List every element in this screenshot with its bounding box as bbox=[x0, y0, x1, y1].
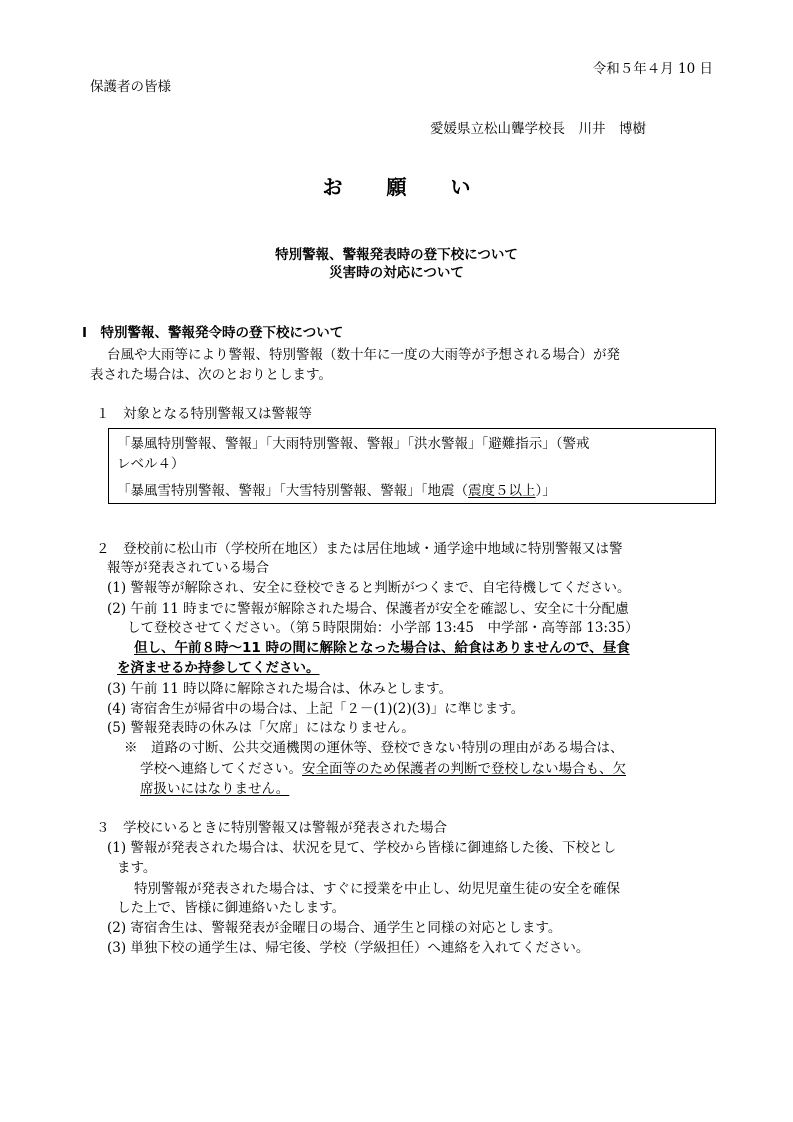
item-2-paragraph-3: (3) 午前 11 時以降に解除された場合は、休みとします。 bbox=[107, 681, 453, 697]
item-3-paragraph-1-line-3: 特別警報が発表された場合は、すぐに授業を中止し、幼児児童生徒の安全を確保 bbox=[134, 881, 620, 897]
sender: 愛媛県立松山聾学校長 川井 博樹 bbox=[430, 121, 646, 137]
lunch-notice-line-2: を済ませるか持参してください。 bbox=[117, 660, 320, 676]
lunch-notice-line-1: 但し、午前８時～11 時の間に解除となった場合は、給食はありませんので、昼食 bbox=[134, 640, 630, 656]
item-2-note-line-1: ※ 道路の寸断、公共交通機関の運休等、登校できない特別の理由がある場合は、 bbox=[124, 740, 624, 756]
item-2-paragraph-1: (1) 警報等が解除され、安全に登校できると判断がつくまで、自宅待機してください。 bbox=[107, 580, 631, 596]
item-2-heading-line-2: 報等が発表されている場合 bbox=[107, 560, 269, 576]
item-2-paragraph-2-line-2: して登校させてください。（第５時限開始：小学部 13:45 中学部・高等部 13:35） bbox=[127, 620, 639, 636]
subtitle-line-1: 特別警報、警報発表時の登下校について bbox=[275, 247, 518, 263]
item-3-paragraph-3: (3) 単独下校の通学生は、帰宅後、学校（学級担任）へ連絡を入れてください。 bbox=[107, 940, 590, 956]
warning-types-line-1: 「暴風特別警報、警報」「大雨特別警報、警報」「洪水警報」「避難指示」（警戒 bbox=[117, 436, 590, 452]
item-3-paragraph-1-line-1: (1) 警報が発表された場合は、状況を見て、学校から皆様に御連絡した後、下校とし bbox=[107, 840, 617, 856]
warning-types-line-3-text: 「暴風雪特別警報、警報」「大雪特別警報、警報」「地震（ bbox=[117, 483, 468, 499]
section-1-heading: Ⅰ 特別警報、警報発令時の登下校について bbox=[82, 325, 344, 341]
item-3-paragraph-2: (2) 寄宿舎生は、警報発表が金曜日の場合、通学生と同様の対応とします。 bbox=[107, 920, 562, 936]
warning-types-line-3 bbox=[117, 482, 556, 501]
subtitle-line-2: 災害時の対応について bbox=[329, 265, 464, 281]
section-1-intro-line-2: 表された場合は、次のとおりとします。 bbox=[90, 367, 332, 383]
item-2-heading-line-1: ２ 登校前に松山市（学校所在地区）または居住地域・通学途中地域に特別警報又は警 bbox=[96, 541, 623, 557]
warning-types-line-2: レベル４） bbox=[117, 456, 185, 472]
earthquake-intensity-text: 震度５以上 bbox=[468, 483, 536, 499]
item-3-heading: ３ 学校にいるときに特別警報又は警報が発表された場合 bbox=[96, 820, 447, 836]
document-date: 令和５年４月 10 日 bbox=[592, 61, 713, 77]
item-3-paragraph-1-line-2: ます。 bbox=[117, 860, 157, 876]
item-2-paragraph-2-line-1: (2) 午前 11 時までに警報が解除された場合、保護者が安全を確認し、安全に十分配慮 bbox=[107, 601, 629, 617]
item-2-note-line-2-text: 学校へ連絡してください。 bbox=[140, 761, 302, 777]
item-2-paragraph-4: (4) 寄宿舎生が帰省中の場合は、上記「２－(1)(2)(3)」に準じます。 bbox=[107, 701, 525, 717]
item-2-paragraph-5: (5) 警報発表時の休みは「欠席」にはなりません。 bbox=[107, 720, 415, 736]
item-3-paragraph-1-line-4: した上で、皆様に御連絡いたします。 bbox=[117, 900, 346, 916]
warning-types-box bbox=[108, 428, 716, 504]
item-1-heading: １ 対象となる特別警報又は警報等 bbox=[96, 406, 312, 422]
section-1-intro-line-1: 台風や大雨等により警報、特別警報（数十年に一度の大雨等が予想される場合）が発 bbox=[107, 347, 620, 363]
recipient: 保護者の皆様 bbox=[90, 79, 171, 95]
item-2-note-line-2-underlined: 安全面等のため保護者の判断で登校しない場合も、欠 bbox=[302, 761, 626, 777]
document-title: お願い bbox=[322, 175, 515, 199]
item-2-note-line-2 bbox=[140, 760, 626, 779]
item-2-note-line-3: 席扱いにはなりません。 bbox=[140, 781, 290, 797]
warning-types-line-3-end: ）」 bbox=[535, 483, 556, 499]
